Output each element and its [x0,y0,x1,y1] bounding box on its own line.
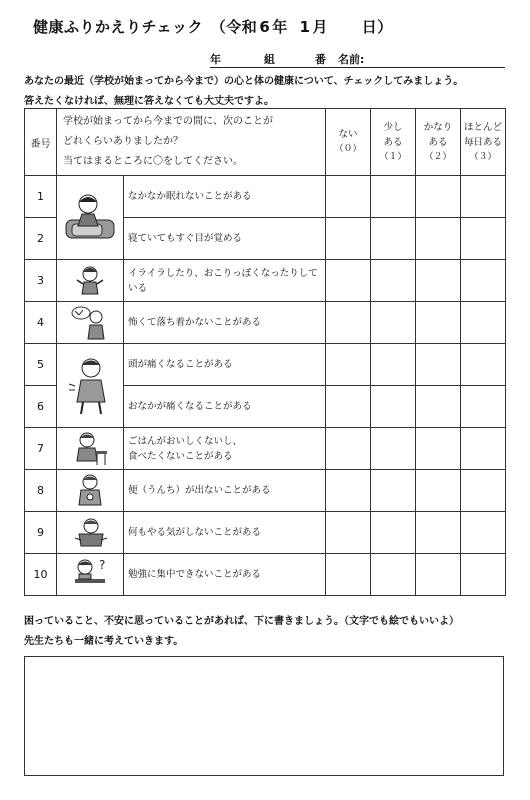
answer-cell-3[interactable] [461,218,506,260]
row-question: 何もやる気がしないことがある [124,512,326,554]
option-label-2: ある [383,136,403,148]
svg-text:?: ? [99,558,106,572]
option-label-2: 毎日ある [463,136,502,148]
answer-cell-3[interactable] [461,428,506,470]
child-stomach-icon [71,473,109,509]
intro-line-2: 答えたくなければ、無理に答えなくても大丈夫ですよ。 [24,96,274,107]
answer-cell-3[interactable] [461,386,506,428]
answer-cell-3[interactable] [461,176,506,218]
answer-cell-2[interactable] [416,386,461,428]
answer-cell-2[interactable] [416,554,461,596]
answer-cell-0[interactable] [326,176,371,218]
answer-cell-1[interactable] [371,218,416,260]
option-label: 少し [383,121,403,133]
date-month: 1 [299,18,311,36]
sleeping-child-icon [62,190,118,246]
answer-cell-1[interactable] [371,386,416,428]
row-number: 7 [25,428,57,470]
option-label: ない [338,129,358,140]
row-number: 4 [25,302,57,344]
row-question: 寝ていてもすぐ目が覚める [124,218,326,260]
answer-cell-2[interactable] [416,344,461,386]
row-question-line-1: ごはんがおいしくないし、 [128,435,243,447]
row-question: おなかが痛くなることがある [124,386,326,428]
answer-cell-1[interactable] [371,428,416,470]
meal-illustration [57,428,124,470]
option-header-daily [461,109,506,176]
footer-line-2: 先生たちも一緒に考えていきます。 [24,636,184,647]
option-header-little [371,109,416,176]
row-number: 10 [25,554,57,596]
row-question: 怖くて落ち着かないことがある [124,302,326,344]
date-month-unit: 月 [312,18,328,36]
option-score: （０） [334,144,362,154]
row-question: 勉強に集中できないことがある [124,554,326,596]
date-year-unit: 年 [272,18,288,36]
table-row [25,428,506,470]
answer-cell-0[interactable] [326,302,371,344]
free-writing-box[interactable] [24,656,504,776]
table-row [25,302,506,344]
question-line-2: どれくらいありましたか？ [63,136,183,147]
child-in-pain-icon [65,356,117,416]
number-label: 番 [315,53,326,66]
answer-cell-2[interactable] [416,512,461,554]
row-number: 2 [25,218,57,260]
row-question: イライラしたり、おこりっぽくなったりしている [124,260,326,302]
answer-cell-1[interactable] [371,260,416,302]
option-label: ほとんど [463,121,502,133]
sleep-illustration [57,176,124,260]
row-question: 便（うんち）が出ないことがある [124,470,326,512]
answer-cell-3[interactable] [461,344,506,386]
intro-text [24,72,509,112]
table-row [25,260,506,302]
row-number: 9 [25,512,57,554]
table-row [25,554,506,596]
answer-cell-2[interactable] [416,176,461,218]
option-label-2: ある [428,136,448,148]
answer-cell-0[interactable] [326,470,371,512]
answer-cell-1[interactable] [371,512,416,554]
row-question [124,428,326,470]
table-row [25,512,506,554]
row-number: 3 [25,260,57,302]
row-number: 6 [25,386,57,428]
unmotivated-illustration [57,512,124,554]
answer-cell-2[interactable] [416,260,461,302]
scared-child-icon [69,305,111,341]
num-header: 番号 [25,109,57,176]
date-day-unit: 日） [361,18,393,36]
table-row [25,470,506,512]
option-header-none [326,109,371,176]
row-question: 頭が痛くなることがある [124,344,326,386]
child-studying-icon [69,557,111,593]
class-label: 組 [264,53,275,66]
option-score: （３） [469,151,497,162]
table-row [25,176,506,218]
option-score: （１） [379,151,407,162]
checklist-table [24,108,506,596]
answer-cell-3[interactable] [461,470,506,512]
answer-cell-2[interactable] [416,428,461,470]
answer-cell-1[interactable] [371,470,416,512]
answer-cell-2[interactable] [416,218,461,260]
option-header-quite [416,109,461,176]
name-label: 名前: [338,53,365,66]
date-year: 6 [259,18,271,36]
table-row [25,344,506,386]
answer-cell-3[interactable] [461,512,506,554]
table-header-row [25,109,506,176]
answer-cell-2[interactable] [416,302,461,344]
answer-cell-1[interactable] [371,176,416,218]
footer-instructions [24,612,509,652]
answer-cell-2[interactable] [416,470,461,512]
pain-illustration [57,344,124,428]
angry-illustration [57,260,124,302]
title-text: 健康ふりかえりチェック [33,18,204,36]
answer-cell-0[interactable] [326,344,371,386]
row-question-line-2: 食べたくないことがある [128,450,233,462]
answer-cell-1[interactable] [371,344,416,386]
answer-cell-1[interactable] [371,554,416,596]
option-label: かなり [423,121,453,133]
question-line-1: 学校が始まってから今までの間に、次のことが [63,116,273,127]
page-title [33,16,503,37]
toilet-illustration [57,470,124,512]
child-at-table-icon [71,431,109,467]
answer-cell-0[interactable] [326,428,371,470]
study-illustration [57,554,124,596]
grade-label: 年 [210,53,221,66]
answer-cell-0[interactable] [326,512,371,554]
sad-child-icon [71,516,111,550]
question-line-3: 当てはまるところに〇をしてください。 [63,156,243,167]
answer-cell-3[interactable] [461,302,506,344]
answer-cell-0[interactable] [326,218,371,260]
answer-cell-0[interactable] [326,386,371,428]
answer-cell-3[interactable] [461,260,506,302]
option-score: （２） [424,151,452,162]
intro-line-1: あなたの最近（学校が始まってから今まで）の心と体の健康について、チェックしてみましょう。 [24,76,464,87]
answer-cell-0[interactable] [326,554,371,596]
date-open: （令和 [210,18,258,36]
angry-child-icon [73,264,107,298]
answer-cell-1[interactable] [371,302,416,344]
row-number: 5 [25,344,57,386]
row-number: 8 [25,470,57,512]
scared-illustration [57,302,124,344]
row-number: 1 [25,176,57,218]
footer-line-1: 困っていること、不安に思っていることがあれば、下に書きましょう。（文字でも絵でもいいよ） [24,616,459,627]
answer-cell-3[interactable] [461,554,506,596]
question-header [57,109,326,176]
row-question: なかなか眠れないことがある [124,176,326,218]
answer-cell-0[interactable] [326,260,371,302]
student-info-row [210,49,505,68]
